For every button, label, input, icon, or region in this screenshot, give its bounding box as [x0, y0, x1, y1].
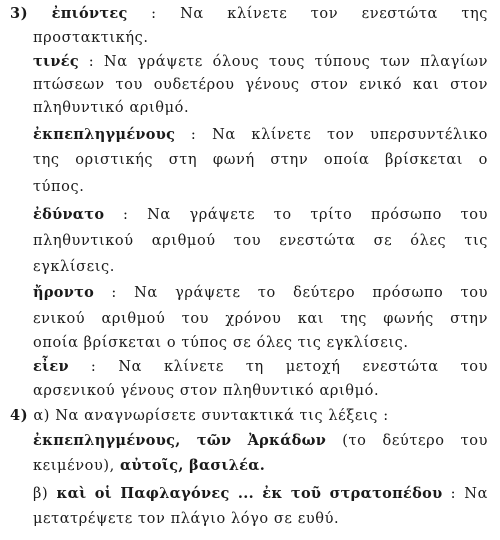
part-b-text-2: μετατρέψετε τον πλάγιο λόγο σε ευθύ.: [33, 511, 340, 527]
part-a-text-1: α) Να αναγνωρίσετε συντακτικά τις λέξεις :: [33, 408, 389, 424]
part-b-text-1: : Να: [442, 486, 488, 502]
entry-1-text-1: : Να κλίνετε τον ενεστώτα της: [127, 6, 488, 22]
entry-2-text-3: πληθυντικό αριθμό.: [33, 100, 190, 116]
item-3-entry-1-line-2: [33, 28, 149, 48]
item-3-entry-2-line-2: [33, 75, 488, 95]
part-a-note-1: (το δεύτερο του: [326, 433, 488, 449]
entry-6-text-1: : Να κλίνετε τη μετοχή ενεστώτα του: [68, 359, 488, 375]
entry-3-text-3: τύπος.: [33, 179, 85, 195]
part-a-terms-1: ἐκπεπληγμένους, τῶν Ἀρκάδων: [33, 432, 327, 449]
part-b-terms: καὶ οἱ Παφλαγόνες ... ἐκ τοῦ στρατοπέδου: [56, 485, 443, 502]
item-4-part-a-line-2: [33, 431, 488, 451]
part-b-prefix: β): [33, 486, 57, 502]
item-3-entry-3-line-3: [33, 177, 84, 197]
item-3-entry-4-line-2: [33, 231, 488, 251]
item-3-entry-5-line-3: [33, 333, 409, 353]
item-3-entry-4-line-3: [33, 257, 115, 277]
term-tines: τινές: [33, 53, 79, 70]
item-3-entry-2-line-1: [33, 52, 488, 72]
part-a-terms-2: αὐτοῖς, βασιλέα.: [120, 457, 266, 474]
entry-1-text-2: προστακτικής.: [33, 30, 149, 46]
item-3-entry-2-line-3: [33, 98, 189, 118]
entry-5-text-3: οποία βρίσκεται ο τύπος σε όλες τις εγκλίσεις.: [33, 335, 409, 351]
entry-4-text-1: : Να γράψετε το τρίτο πρόσωπο του: [104, 207, 488, 223]
entry-2-text-2: πτώσεων του ουδετέρου γένους στον ενικό και στον: [33, 77, 488, 93]
item-3-entry-6-line-2: [33, 381, 379, 401]
item-3-entry-3-line-2: [33, 150, 488, 170]
term-ekpeplegmenous: ἐκπεπληγμένους: [33, 126, 176, 143]
item-3-entry-6-line-1: [33, 357, 488, 377]
item-3-entry-4-line-1: [33, 205, 488, 225]
entry-4-text-3: εγκλίσεις.: [33, 259, 115, 275]
term-edynato: ἐδύνατο: [33, 206, 105, 223]
entry-4-text-2: πληθυντικού αριθμού του ενεστώτα σε όλες τις: [33, 233, 488, 249]
item-4-part-b-line-2: [33, 509, 339, 529]
entry-5-text-1: : Να γράψετε το δεύτερο πρόσωπο του: [94, 285, 488, 301]
item-3-entry-1-line-1: [10, 4, 488, 24]
entry-5-text-2: ενικού αριθμού του χρόνου και της φωνής στην: [33, 311, 488, 327]
term-eronto: ἤροντο: [33, 284, 95, 301]
item-3-entry-3-line-1: [33, 125, 488, 145]
term-epiontes: ἐπιόντες: [51, 5, 128, 22]
entry-3-text-1: : Να κλίνετε τον υπερσυντέλικο: [175, 127, 488, 143]
item-3-entry-5-line-2: [33, 309, 488, 329]
part-a-note-2: κειμένου),: [33, 458, 121, 474]
item-4-number: 4): [10, 407, 29, 424]
entry-2-text-1: : Να γράψετε όλους τους τύπους των πλαγίων: [78, 54, 488, 70]
item-4-part-a-line-3: [33, 456, 265, 476]
entry-6-text-2: αρσενικού γένους στον πληθυντικό αριθμό.: [33, 383, 380, 399]
item-4-part-b-line-1: [33, 484, 488, 504]
item-3-number: 3): [10, 5, 29, 22]
term-eien: εἶεν: [33, 358, 69, 375]
item-4-part-a-line-1: [10, 406, 389, 426]
entry-3-text-2: της οριστικής στη φωνή στην οποία βρίσκεται ο: [33, 152, 488, 168]
item-3-entry-5-line-1: [33, 283, 488, 303]
